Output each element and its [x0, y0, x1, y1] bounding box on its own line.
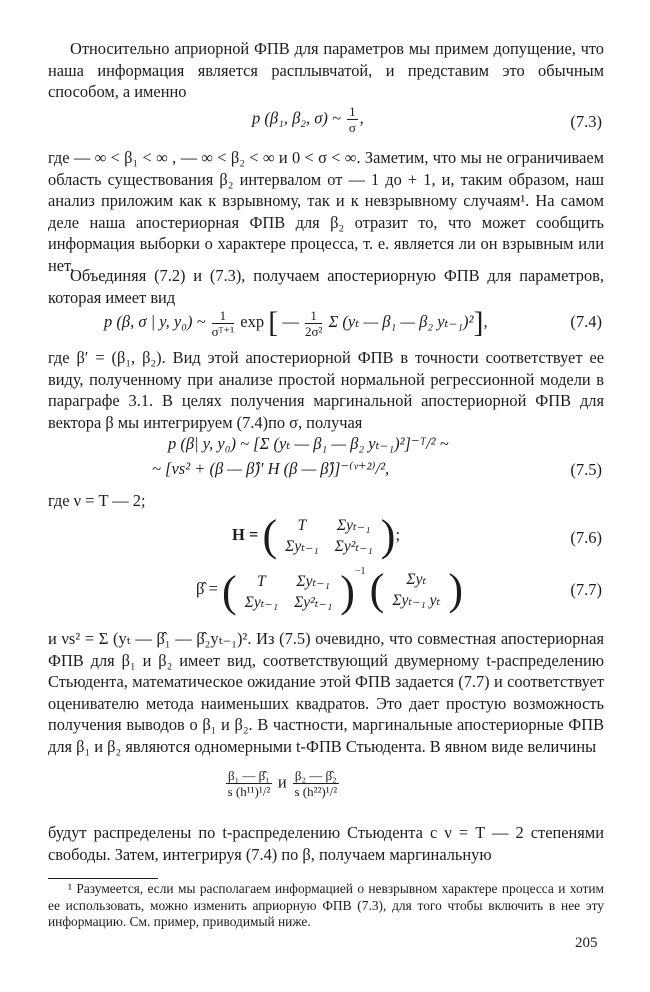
eq74-fraction-2: [305, 308, 322, 339]
equation-number-7-7: (7.7): [570, 580, 602, 599]
ratio-beta2-den: s (h²²)¹/²: [294, 784, 338, 799]
ratio-beta1: [226, 768, 272, 799]
vector-xty-2: Σyₜ₋₁ yₜ: [392, 592, 441, 610]
matrix-xtx-21: Σyₜ₋₁: [244, 594, 279, 612]
eq74-den1: σᵀ⁺¹: [211, 323, 235, 339]
matrix-xtx: ( T Σyₜ₋₁ Σyₜ₋₁ Σy²ₜ₋₁ )$^{-1}$: [221, 566, 366, 617]
eq75-line1: p (β| y, y₀) ~ [Σ (yₜ — β₁ — β₂ yₜ₋₁)²]⁻ᵀ/² ~: [168, 434, 449, 453]
eq73-numerator: 1: [349, 104, 356, 119]
equation-number-7-6: (7.6): [570, 528, 602, 547]
eq74-exp: exp: [240, 311, 265, 331]
ratio-beta1-den: s (h¹¹)¹/²: [227, 784, 271, 799]
paragraph-degrees-of-freedom: будут распределены по t-распределению Стьюдента с ν = T — 2 степенями свободы. Затем, интегрируя (7.4) по β, получаем маргинальную: [48, 823, 604, 864]
footnote: ¹ Разумеется, если мы располагаем информацией о невзрывном характере процесса и хотим ее использовать, можно изменить априорную ФПВ (7.3), для того чтобы включить в нее эту информацию. См. пример, приводимый ниже.: [48, 881, 604, 929]
vector-xty: ( Σyₜ Σyₜ₋₁ yₜ ): [369, 565, 464, 615]
eq77-inverse: −1: [354, 566, 366, 577]
eq73-fraction: [347, 104, 358, 135]
eq76-tail: ;: [395, 524, 401, 544]
nu-definition: где ν = T — 2;: [48, 491, 146, 510]
matrix-h: ( T Σyₜ₋₁ Σyₜ₋₁ Σy²ₜ₋₁ ): [262, 511, 396, 560]
paragraph-combine: Объединяя (7.2) и (7.3), получаем апостериорную ФПВ для параметров, которая имеет вид: [48, 266, 604, 307]
ratio-beta2-num: β₂ — β̂₂: [294, 768, 337, 783]
eq74-num2: 1: [305, 308, 322, 324]
equation-number-7-5: (7.5): [570, 460, 602, 479]
matrix-h-12: Σyₜ₋₁: [336, 517, 371, 534]
equation-ratio: [0, 768, 650, 814]
equation-7-3: [0, 100, 650, 144]
eq74-num1: 1: [212, 308, 234, 324]
equation-7-7: [0, 566, 650, 616]
vector-xty-1: Σyₜ: [406, 571, 427, 589]
equation-7-6: [0, 511, 650, 564]
paragraph-student-t: и νs² = Σ (yₜ — β̂₁ — β̂₂yₜ₋₁)². Из (7.5) очевидно, что совместная апостериорная ФПВ для β₁ и β₂ имеет вид, соответствующий двумерному t-распределению Стьюдента, математическое ожидание этой ФПВ задается (7.7) и соответствует оценивателю метода наименьших квадратов. Это дает простую возможность получения выводов о β₁ и β₂. В частности, маргинальные апостериорные ФПВ для β₁ и β₂ являются одномерными t-ФПВ Стьюдента. В явном виде величины: [48, 629, 604, 756]
page-number: 205: [575, 935, 598, 951]
eq73-lhs: p (β₁, β₂, σ) ~: [252, 108, 341, 128]
matrix-xtx-11: T: [257, 573, 266, 591]
matrix-h-11: T: [297, 517, 307, 534]
eq76-lhs: H =: [232, 524, 259, 544]
eq74-body: Σ (yₜ — β₁ — β₂ yₜ₋₁)²: [328, 311, 474, 331]
matrix-h-22: Σy²ₜ₋₁: [334, 538, 373, 555]
eq73-tail: ,: [359, 108, 364, 128]
paragraph-prior-pdf: Относительно априорной ФПВ для параметров мы примем допущение, что наша информация является расплывчатой, и представим это обычным способом, а именно: [48, 39, 604, 101]
equation-number-7-3: (7.3): [570, 112, 602, 131]
ratio-and: и: [277, 772, 287, 792]
paragraph-posterior-form: где β′ = (β₁, β₂). Вид этой апостериорной ФПВ в точности соответствует ее виду, полученному при анализе простой нормальной регрессионной модели в параграфе 3.1. В целях получения маргинальной апостериорной ФПВ для вектора β мы интегрируем (7.4)по σ, получая: [48, 348, 604, 432]
equation-number-7-4: (7.4): [570, 312, 602, 331]
eq74-lhs: p (β, σ | y, y₀) ~: [104, 311, 206, 331]
ratio-beta2: [293, 768, 339, 799]
matrix-xtx-22: Σy²ₜ₋₁: [294, 594, 333, 612]
equation-7-4: p (β, σ | y, y₀) ~ $\frac{1}{\text{σᵀ⁺¹}}$ exp [ — $\frac{1}{\text{2σ²}}$ Σ (yₜ — β₁ — β₂ yₜ₋₁)²], (7.4): [104, 306, 602, 339]
eq73-denominator: σ: [348, 120, 356, 135]
eq74-fraction-1: [212, 308, 234, 339]
equation-7-5: [0, 432, 650, 488]
eq77-lhs: β̂ =: [196, 578, 218, 598]
ratio-beta1-num: β₁ — β̂₁: [228, 768, 270, 783]
paragraph-parameter-range: где — ∞ < β₁ < ∞ , — ∞ < β₂ < ∞ и 0 < σ < ∞. Заметим, что мы не ограничиваем область существования β₂ интервалом от — 1 до + 1, и, таким образом, наш анализ приложим как к взрывному, так и к невзрывному случаям¹. На самом деле наша апостериорная ФПВ для β₂ отразит то, что может сообщить информация выборки о характере процесса, т. е. является ли он взрывным или нет.: [48, 148, 604, 275]
footnote-rule: [48, 878, 158, 879]
eq75-line2: ~ [νs² + (β — β̂)′ H (β — β̂)]⁻⁽ᵛ⁺²⁾/²,: [152, 459, 390, 478]
eq74-den2: 2σ²: [304, 323, 323, 339]
matrix-xtx-12: Σyₜ₋₁: [296, 573, 330, 591]
matrix-h-21: Σyₜ₋₁: [285, 538, 319, 555]
